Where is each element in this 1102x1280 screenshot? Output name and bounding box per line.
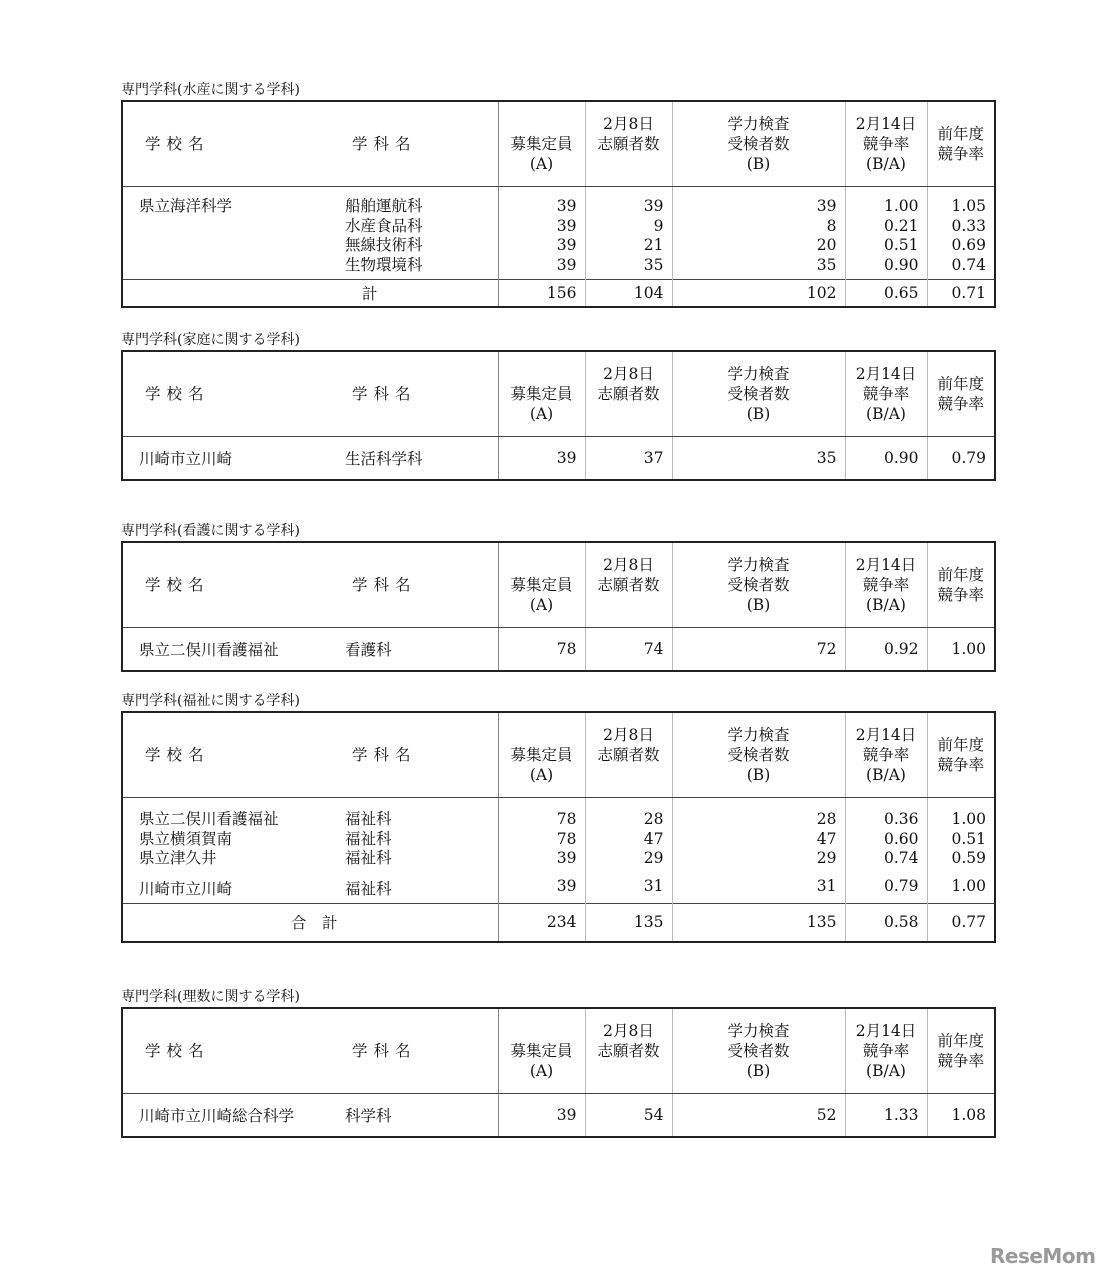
dept-name: 生活科学科 [345, 450, 423, 468]
applicants-value: 39 [643, 197, 664, 215]
ratio-value: 0.36 [883, 810, 919, 828]
section-title: 専門学科(家庭に関する学科) [121, 332, 300, 348]
table-row [122, 1094, 995, 1138]
header-dept: 学科名 [322, 351, 498, 437]
examinees-value: 8 [826, 216, 837, 235]
results-table [121, 541, 996, 672]
school-name: 県立二俣川看護福祉 [139, 810, 279, 828]
section-title: 専門学科(水産に関する学科) [121, 82, 300, 98]
header-prev-ratio: 前年度 競争率 [927, 712, 995, 798]
header-applicants: 2月8日 志願者数 [585, 1008, 672, 1094]
examinees-value: 52 [816, 1106, 837, 1124]
header-examinees: 学力検査 受検者数 (B) [672, 351, 845, 437]
data-rows [122, 187, 995, 280]
prev-ratio-value: 0.51 [951, 829, 986, 848]
section-fisheries [121, 80, 994, 308]
applicants-value: 29 [643, 849, 664, 867]
dept-name: 船舶運航科 [345, 197, 423, 215]
section-home-economics [121, 330, 994, 481]
examinees-value: 35 [816, 449, 837, 467]
dept-name: 生物環境科 [345, 255, 423, 274]
prev-ratio-value: 1.00 [951, 876, 986, 895]
total-row [122, 904, 995, 942]
school-name: 県立二俣川看護福祉 [139, 641, 279, 659]
total-prev-ratio: 0.77 [927, 904, 995, 942]
header-examinees: 学力検査 受検者数 (B) [672, 542, 845, 628]
total-prev-ratio: 0.71 [927, 280, 995, 308]
header-ratio: 2月14日 競争率 (B/A) [845, 351, 927, 437]
examinees-value: 35 [816, 255, 837, 274]
header-prev-ratio: 前年度 競争率 [927, 351, 995, 437]
header-capacity: 募集定員 (A) [498, 542, 585, 628]
header-prev-ratio: 前年度 競争率 [927, 101, 995, 187]
data-rows [122, 798, 995, 904]
header-capacity: 募集定員 (A) [498, 1008, 585, 1094]
total-label: 計 [322, 280, 498, 308]
prev-ratio-value: 0.69 [951, 236, 986, 254]
capacity-value: 78 [556, 829, 577, 848]
table-row [122, 628, 995, 672]
header-row [122, 1008, 995, 1094]
total-row [122, 280, 995, 308]
header-dept: 学科名 [322, 101, 498, 187]
header-row [122, 542, 995, 628]
school-name: 県立横須賀南 [139, 829, 233, 848]
section-title: 専門学科(理数に関する学科) [121, 989, 300, 1005]
header-school: 学校名 [122, 1008, 322, 1094]
results-table [121, 711, 996, 943]
section-science-math [121, 987, 994, 1138]
prev-ratio-value: 1.00 [951, 640, 986, 658]
applicants-value: 9 [653, 216, 664, 235]
applicants-value: 35 [643, 255, 664, 274]
header-row [122, 101, 995, 187]
ratio-value: 0.21 [883, 216, 919, 235]
header-examinees: 学力検査 受検者数 (B) [672, 712, 845, 798]
applicants-value: 21 [643, 236, 664, 254]
section-title: 専門学科(福祉に関する学科) [121, 693, 300, 709]
total-capacity: 156 [498, 280, 585, 308]
school-name: 川崎市立川崎 [139, 450, 233, 468]
header-capacity: 募集定員 (A) [498, 712, 585, 798]
capacity-value: 39 [556, 849, 577, 867]
capacity-value: 78 [498, 628, 585, 672]
dept-name: 看護科 [345, 641, 392, 659]
header-applicants: 2月8日 志願者数 [585, 351, 672, 437]
header-capacity: 募集定員 (A) [498, 101, 585, 187]
ratio-value: 1.00 [883, 197, 919, 215]
examinees-value: 47 [816, 829, 837, 848]
school-name: 川崎市立川崎総合科学 [139, 1107, 295, 1125]
header-row [122, 351, 995, 437]
prev-ratio-value: 0.79 [951, 449, 986, 467]
header-school: 学校名 [122, 351, 322, 437]
header-row [122, 712, 995, 798]
applicants-value: 31 [643, 876, 664, 895]
header-ratio: 2月14日 競争率 (B/A) [845, 101, 927, 187]
ratio-value: 0.92 [845, 628, 927, 672]
total-applicants: 104 [585, 280, 672, 308]
ratio-value: 0.90 [883, 255, 919, 274]
header-dept: 学科名 [322, 712, 498, 798]
examinees-value: 20 [816, 236, 837, 254]
capacity-value: 39 [556, 255, 577, 274]
ratio-value: 0.74 [883, 849, 919, 867]
dept-name: 福祉科 [345, 829, 392, 848]
applicants-value: 74 [585, 628, 672, 672]
prev-ratio-value: 0.33 [951, 216, 986, 235]
header-examinees: 学力検査 受検者数 (B) [672, 101, 845, 187]
capacity-value: 39 [556, 236, 577, 254]
ratio-value: 0.79 [883, 876, 919, 895]
header-dept: 学科名 [322, 1008, 498, 1094]
header-capacity: 募集定員 (A) [498, 351, 585, 437]
header-ratio: 2月14日 競争率 (B/A) [845, 542, 927, 628]
dept-name: 福祉科 [345, 849, 392, 867]
results-table [121, 1007, 996, 1138]
capacity-value: 39 [498, 437, 585, 481]
header-school: 学校名 [122, 101, 322, 187]
capacity-value: 78 [556, 810, 577, 828]
dept-name: 水産食品科 [345, 216, 423, 235]
header-prev-ratio: 前年度 競争率 [927, 542, 995, 628]
total-examinees: 102 [672, 280, 845, 308]
ratio-value: 0.51 [883, 236, 919, 254]
prev-ratio-value: 1.08 [951, 1106, 986, 1124]
section-welfare [121, 691, 994, 943]
section-nursing [121, 521, 994, 672]
examinees-value: 29 [816, 849, 837, 867]
table-row [122, 437, 995, 481]
capacity-value: 39 [556, 876, 577, 895]
applicants-value: 28 [643, 810, 664, 828]
header-dept: 学科名 [322, 542, 498, 628]
prev-ratio-value: 0.74 [951, 255, 986, 274]
dept-name: 科学科 [345, 1107, 392, 1125]
school-name: 県立海洋科学 [139, 197, 233, 215]
header-ratio: 2月14日 競争率 (B/A) [845, 712, 927, 798]
header-examinees: 学力検査 受検者数 (B) [672, 1008, 845, 1094]
header-school: 学校名 [122, 712, 322, 798]
prev-ratio-value: 1.05 [951, 197, 986, 215]
examinees-value: 28 [816, 810, 837, 828]
resemom-logo: ReseMom [990, 1244, 1096, 1268]
prev-ratio-value: 1.00 [951, 810, 986, 828]
prev-ratio-value: 0.59 [951, 849, 986, 867]
examinees-value: 39 [816, 197, 837, 215]
applicants-value: 37 [585, 437, 672, 481]
dept-name: 福祉科 [345, 879, 392, 898]
total-applicants: 135 [585, 904, 672, 942]
capacity-value: 39 [556, 216, 577, 235]
dept-name: 無線技術科 [345, 236, 423, 254]
applicants-value: 47 [643, 829, 664, 848]
capacity-value: 39 [556, 197, 577, 215]
header-prev-ratio: 前年度 競争率 [927, 1008, 995, 1094]
ratio-value: 1.33 [845, 1094, 927, 1138]
total-examinees: 135 [672, 904, 845, 942]
examinees-value: 72 [816, 640, 837, 658]
examinees-value: 31 [816, 876, 837, 895]
applicants-value: 54 [585, 1094, 672, 1138]
section-title: 専門学科(看護に関する学科) [121, 523, 300, 539]
header-ratio: 2月14日 競争率 (B/A) [845, 1008, 927, 1094]
school-name: 県立津久井 [139, 849, 217, 867]
header-applicants: 2月8日 志願者数 [585, 542, 672, 628]
header-school: 学校名 [122, 542, 322, 628]
ratio-value: 0.90 [845, 437, 927, 481]
header-applicants: 2月8日 志願者数 [585, 712, 672, 798]
ratio-value: 0.60 [883, 829, 919, 848]
header-applicants: 2月8日 志願者数 [585, 101, 672, 187]
results-table [121, 350, 996, 481]
dept-name: 福祉科 [345, 810, 392, 828]
total-ratio: 0.58 [845, 904, 927, 942]
capacity-value: 39 [498, 1094, 585, 1138]
total-ratio: 0.65 [845, 280, 927, 308]
results-table [121, 100, 996, 308]
total-capacity: 234 [498, 904, 585, 942]
school-name: 川崎市立川崎 [139, 879, 233, 898]
total-label: 合 計 [122, 904, 498, 942]
